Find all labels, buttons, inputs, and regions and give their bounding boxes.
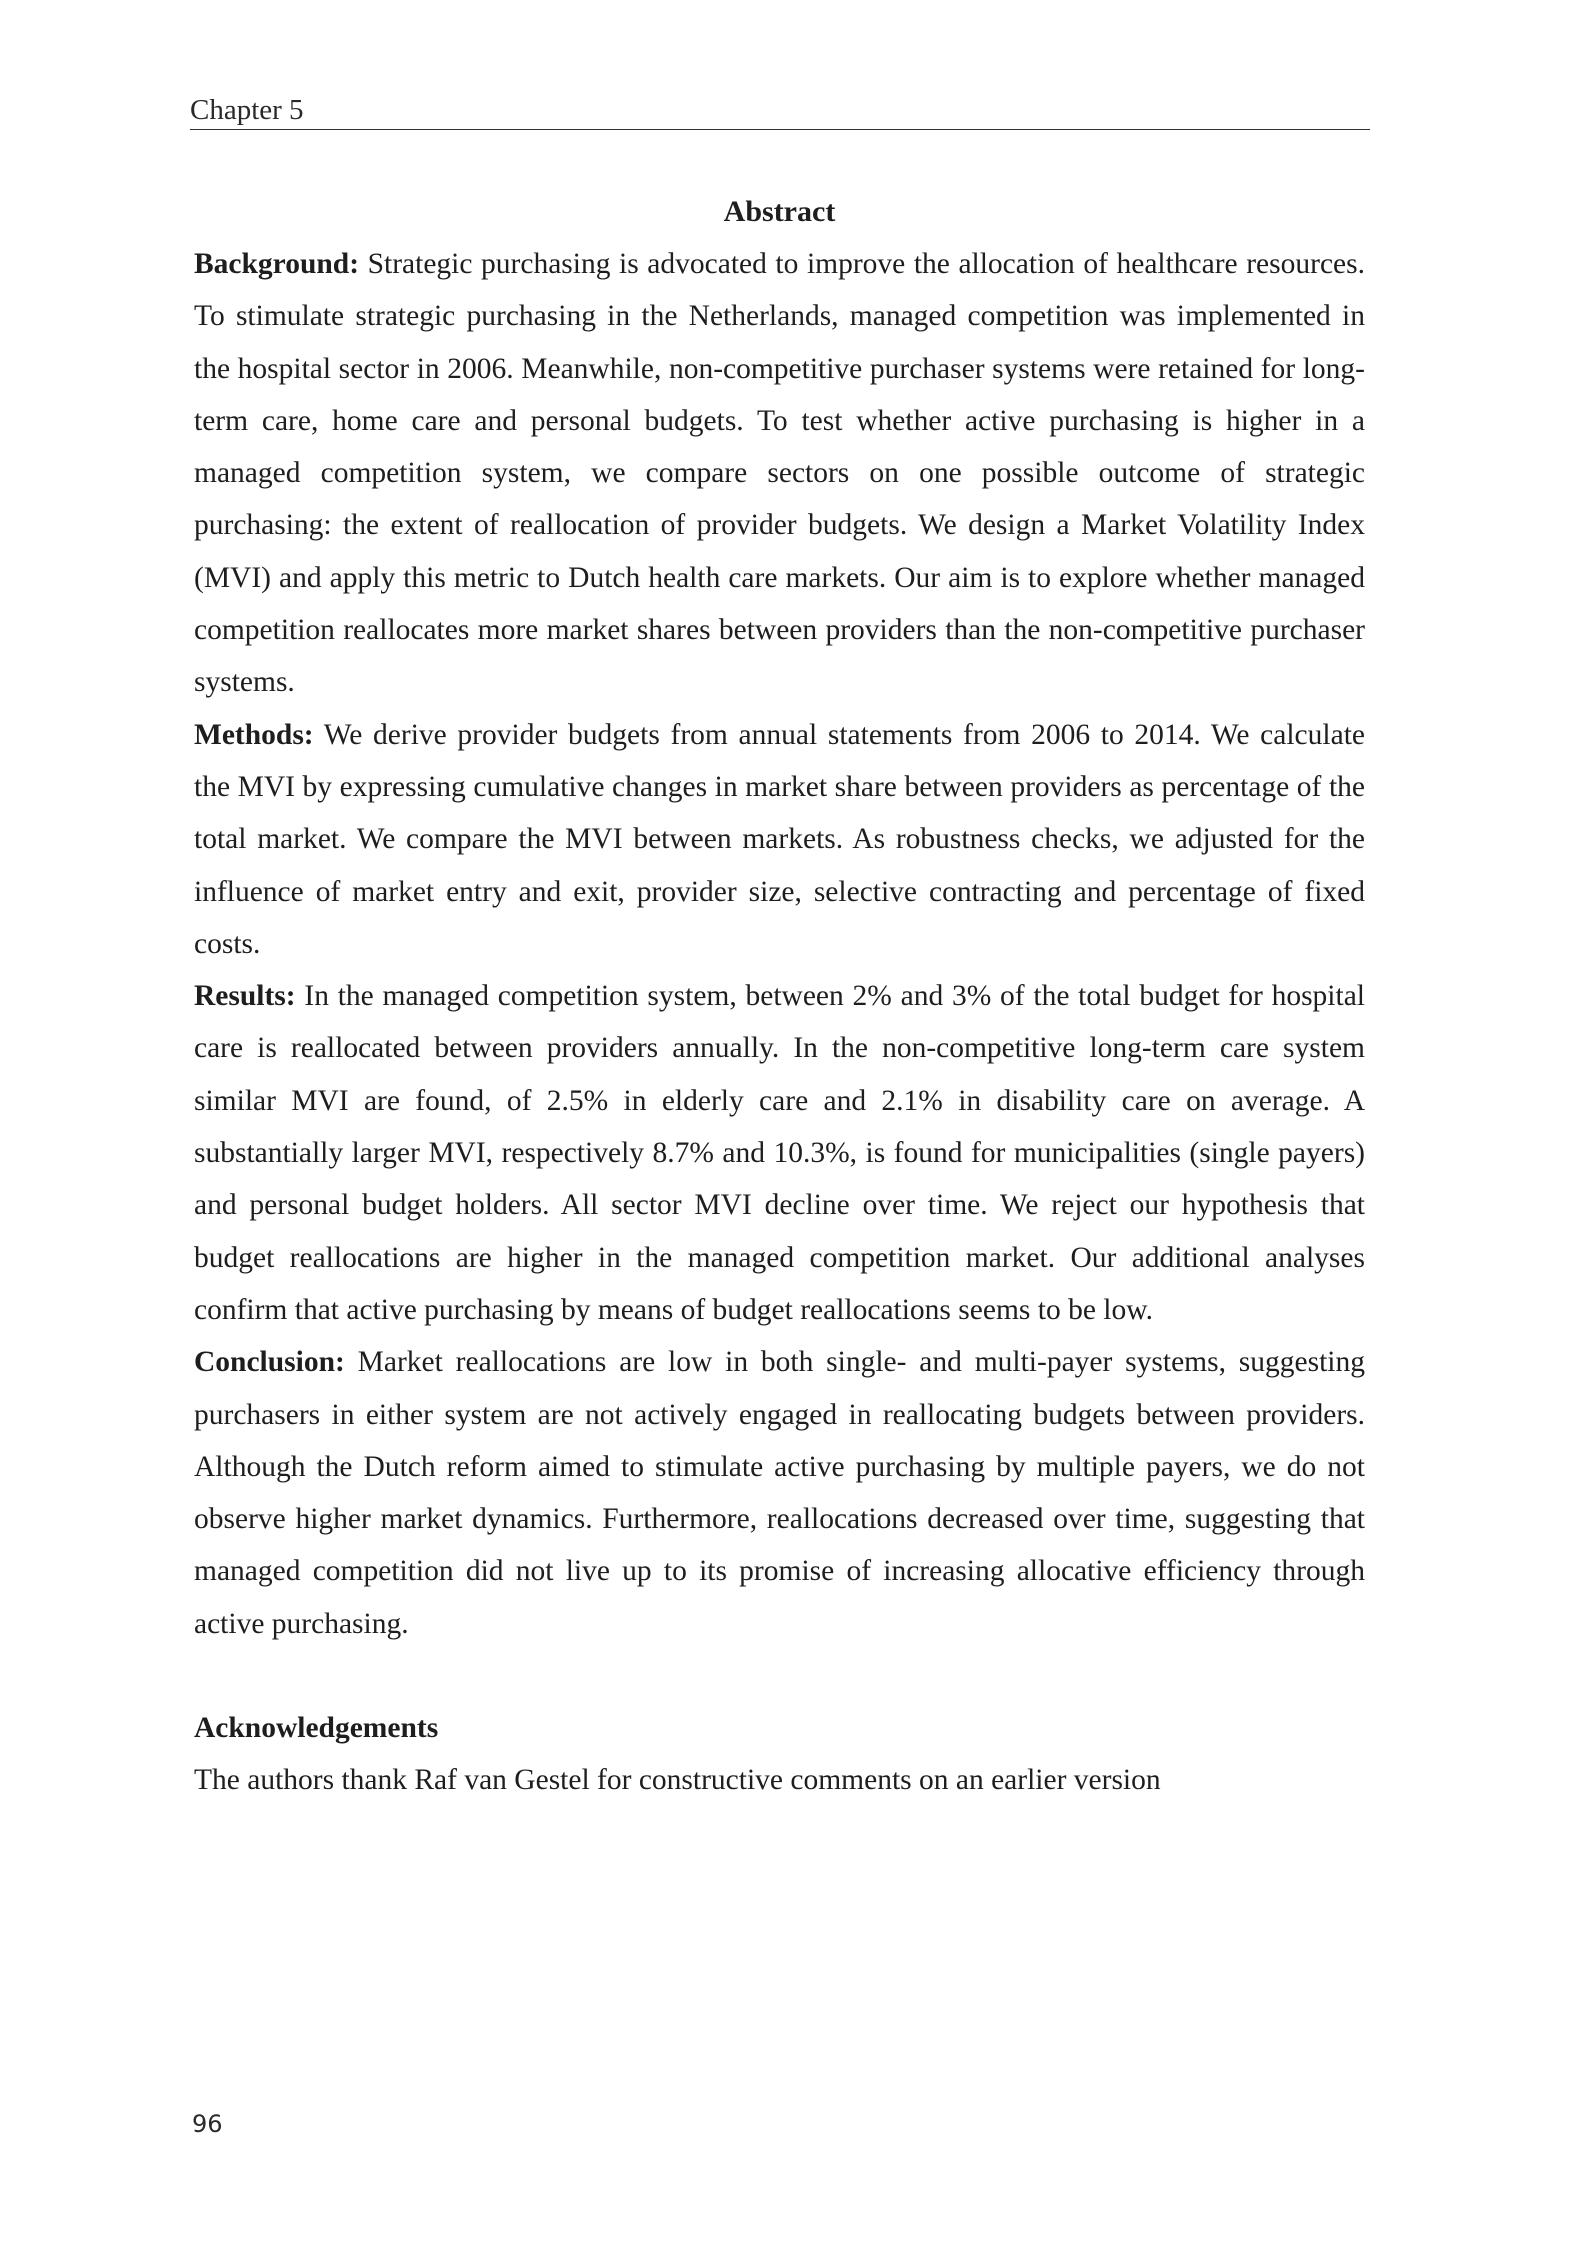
background-text: Strategic purchasing is advocated to improve the allocation of healthcare resources. To stimulate strategic purchasing in the Netherlands, managed competition was implemented in the hospital sector in 2006. Meanwhile, non-competitive purchaser systems were retained for long-term care, home care and personal budgets. To test whether active purchasing is higher in a managed competition system, we compare sectors on one possible outcome of strategic purchasing: the extent of reallocation of provider budgets. We design a Market Volatility Index (MVI) and apply this metric to Dutch health care markets. Our aim is to explore whether managed competition reallocates more market shares between providers than the non-competitive purchaser systems. [194,248,1365,699]
main-content [194,186,1365,1807]
results-label: Results: [194,980,296,1013]
results-text: In the managed competition system, between 2% and 3% of the total budget for hospital care is reallocated between providers annually. In the non-competitive long-term care system similar MVI are found, of 2.5% in elderly care and 2.1% in disability care on average. A substantially larger MVI, respectively 8.7% and 10.3%, is found for municipalities (single payers) and personal budget holders. All sector MVI decline over time. We reject our hypothesis that budget reallocations are higher in the managed competition market. Our additional analyses confirm that active purchasing by means of budget reallocations seems to be low. [194,980,1365,1326]
acknowledgements-title: Acknowledgements [194,1712,439,1745]
page-number: 96 [192,2110,223,2138]
conclusion-text: Market reallocations are low in both single- and multi-payer systems, suggesting purchasers in either system are not actively engaged in reallocating budgets between providers. Although the Dutch reform aimed to stimulate active purchasing by multiple payers, we do not observe higher market dynamics. Furthermore, reallocations decreased over time, suggesting that managed competition did not live up to its promise of increasing allocative efficiency through active purchasing. [194,1346,1365,1640]
conclusion-label: Conclusion: [194,1346,345,1379]
methods-paragraph [194,709,1365,970]
running-header: Chapter 5 [190,92,1370,130]
background-paragraph [194,238,1365,709]
methods-label: Methods: [194,718,314,751]
conclusion-paragraph [194,1336,1365,1650]
methods-text: We derive provider budgets from annual statements from 2006 to 2014. We calculate the MVI by expressing cumulative changes in market share between providers as percentage of the total market. We compare the MVI between markets. As robustness checks, we adjusted for the influence of market entry and exit, provider size, selective contracting and percentage of fixed costs. [194,718,1365,960]
abstract-title: Abstract [723,195,836,228]
background-label: Background: [194,248,360,280]
results-paragraph [194,970,1365,1336]
acknowledgements-text: The authors thank Raf van Gestel for constructive comments on an earlier version [194,1764,1161,1797]
